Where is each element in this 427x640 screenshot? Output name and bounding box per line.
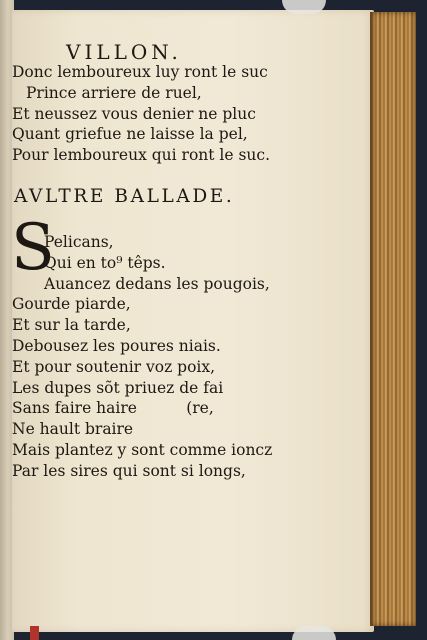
verse-line: Quant griefue ne laisse la pel, [12,125,248,144]
gilt-fore-edge [370,12,416,626]
page-clip-bottom [292,626,336,640]
ribbon-marker [30,626,39,640]
verse-line: Et pour soutenir voz poix, [12,357,216,376]
verse-line: Prince arriere de ruel, [26,83,202,102]
verse-line: Donc lemboureux luy ront le suc [12,63,268,81]
verse-line: Gourde piarde, [12,295,131,314]
running-head: VILLON. [66,40,182,64]
verse-line: Pelicans, [44,233,114,251]
verse-line: Auancez dedans les pougois, [44,274,270,293]
verse-line: Pour lemboureux qui ront le suc. [12,146,271,165]
stanza-envoi [12,62,270,166]
verse-line: Debousez les poures niais. [12,336,221,355]
verse-line: Sans faire haire (re, [12,399,214,418]
verse-line: Qui en to⁹ têps. [44,253,166,272]
verse-line: Par les sires qui sont si longs, [12,461,246,480]
verse-line: Ne hault braire [12,420,134,439]
verse-line: Et neussez vous denier ne pluc [12,104,256,123]
verse-line: Et sur la tarde, [12,316,131,335]
stanza-ballade [12,232,272,482]
drop-cap: S [11,211,55,285]
ballade-title: AVLTRE BALLADE. [14,186,235,207]
verse-line: Les dupes sõt priuez de fai [12,378,224,397]
verse-line: Mais plantez y sont comme ioncz [12,440,273,459]
